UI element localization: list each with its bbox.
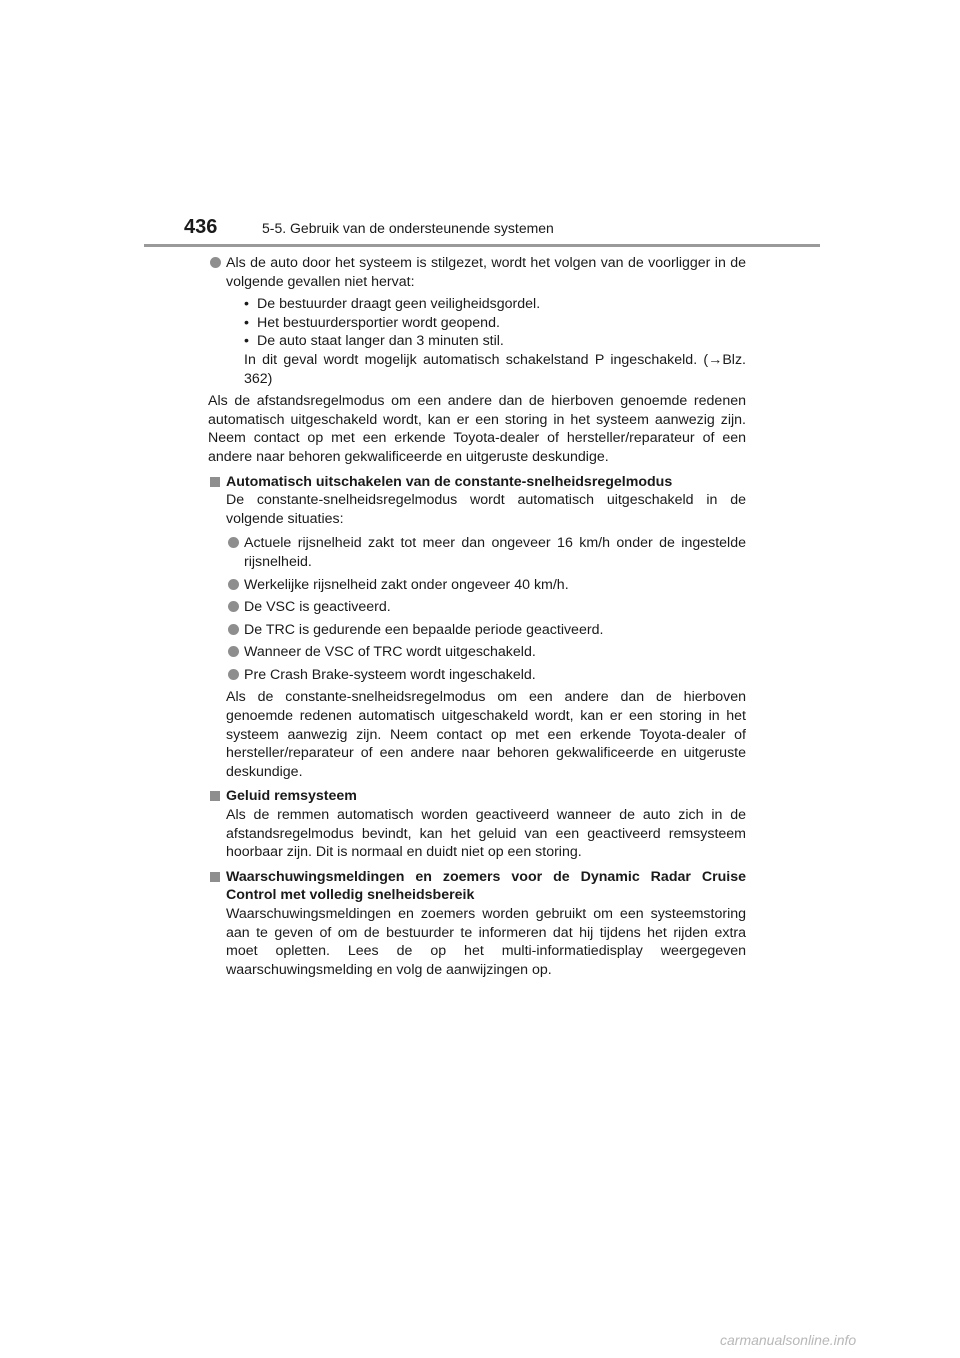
bullet-text: Wanneer de VSC of TRC wordt uitgeschakeld. — [244, 644, 536, 661]
bullet-item — [226, 643, 746, 662]
heading-text: Geluid remsysteem — [226, 788, 357, 805]
paragraph: De constante-snelheidsregelmodus wordt automatisch uitgeschakeld in de volgende situaties: — [226, 492, 746, 527]
bullet-text: Als de auto door het systeem is stilgezet, wordt het volgen van de voorligger in de volgende gevallen niet hervat: — [226, 255, 746, 290]
heading-text: Waarschuwingsmeldingen en zoemers voor de Dynamic Radar Cruise Control met volledig snelheidsbereik — [226, 868, 746, 904]
bullet-text: De TRC is gedurende een bepaalde periode geactiveerd. — [244, 621, 604, 638]
bullet-dot-icon — [228, 537, 239, 548]
paragraph: Als de afstandsregelmodus om een andere dan de hierboven genoemde redenen automatisch uitgeschakeld wordt, kan er een storing in het systeem aanwezig zijn. Neem contact op met een erkende Toyota-dealer of hersteller/reparateur of een andere naar behoren gekwalificeerde en uitgeruste deskundige. — [208, 393, 746, 465]
bullet-text: De VSC is geactiveerd. — [244, 599, 391, 616]
sub-note: In dit geval wordt mogelijk automatisch schakelstand P ingeschakeld. (→Blz. 362) — [244, 351, 746, 387]
bullet-dot-icon — [228, 624, 239, 635]
section-heading — [208, 473, 746, 492]
bullet-text: Werkelijke rijsnelheid zakt onder ongeveer 40 km/h. — [244, 576, 569, 593]
page-header — [144, 216, 820, 248]
bullet-item — [226, 666, 746, 685]
square-bullet-icon — [210, 791, 220, 801]
sub-item: • De bestuurder draagt geen veiligheidsgordel. — [244, 295, 746, 314]
sub-list — [226, 295, 746, 388]
square-bullet-icon — [210, 872, 220, 882]
section-heading — [208, 868, 746, 905]
bullet-item — [226, 576, 746, 595]
section-title: 5-5. Gebruik van de ondersteunende systemen — [262, 220, 554, 236]
bullet-dot-icon — [228, 579, 239, 590]
section-heading — [208, 787, 746, 806]
header-divider — [144, 244, 820, 247]
bullet-dot-icon — [228, 669, 239, 680]
bullet-item — [208, 254, 746, 388]
watermark: carmanualsonline.info — [720, 1332, 857, 1348]
bullet-item — [226, 621, 746, 640]
bullet-text: Pre Crash Brake-systeem wordt ingeschakeld. — [244, 666, 536, 683]
paragraph: Waarschuwingsmeldingen en zoemers worden gebruikt om een systeemstoring aan te geven of om de bestuurder te informeren dat hij tijdens het rijden extra moet opletten. Lees de op het multi-informatiedisplay weergegeven waarschuwingsmelding en volg de aanwijzingen op. — [226, 906, 746, 978]
paragraph: Als de remmen automatisch worden geactiveerd wanneer de auto zich in de afstandsregelmodus bevindt, kan het geluid van een geactiveerd remsysteem hoorbaar zijn. Dit is normaal en duidt niet op een storing. — [226, 807, 746, 861]
sub-item: • Het bestuurdersportier wordt geopend. — [244, 314, 746, 333]
bullet-item — [226, 534, 746, 571]
square-bullet-icon — [210, 477, 220, 487]
page-content — [208, 254, 746, 985]
paragraph: Als de constante-snelheidsregelmodus om een andere dan de hierboven genoemde redenen automatisch uitgeschakeld wordt, kan er een storing in het systeem aanwezig zijn. Neem contact op met een erkende Toyota-dealer of hersteller/reparateur of een andere naar behoren gekwalificeerde en uitgeruste deskundige. — [226, 689, 746, 780]
bullet-list — [208, 534, 746, 684]
bullet-text: Actuele rijsnelheid zakt tot meer dan ongeveer 16 km/h onder de ingestelde rijsnelheid. — [244, 535, 746, 570]
sub-item: • De auto staat langer dan 3 minuten stil. — [244, 332, 746, 351]
bullet-dot-icon — [210, 257, 221, 268]
bullet-item — [226, 598, 746, 617]
bullet-dot-icon — [228, 601, 239, 612]
page-number: 436 — [184, 216, 218, 238]
bullet-dot-icon — [228, 646, 239, 657]
heading-text: Automatisch uitschakelen van de constante-snelheidsregelmodus — [226, 473, 673, 490]
